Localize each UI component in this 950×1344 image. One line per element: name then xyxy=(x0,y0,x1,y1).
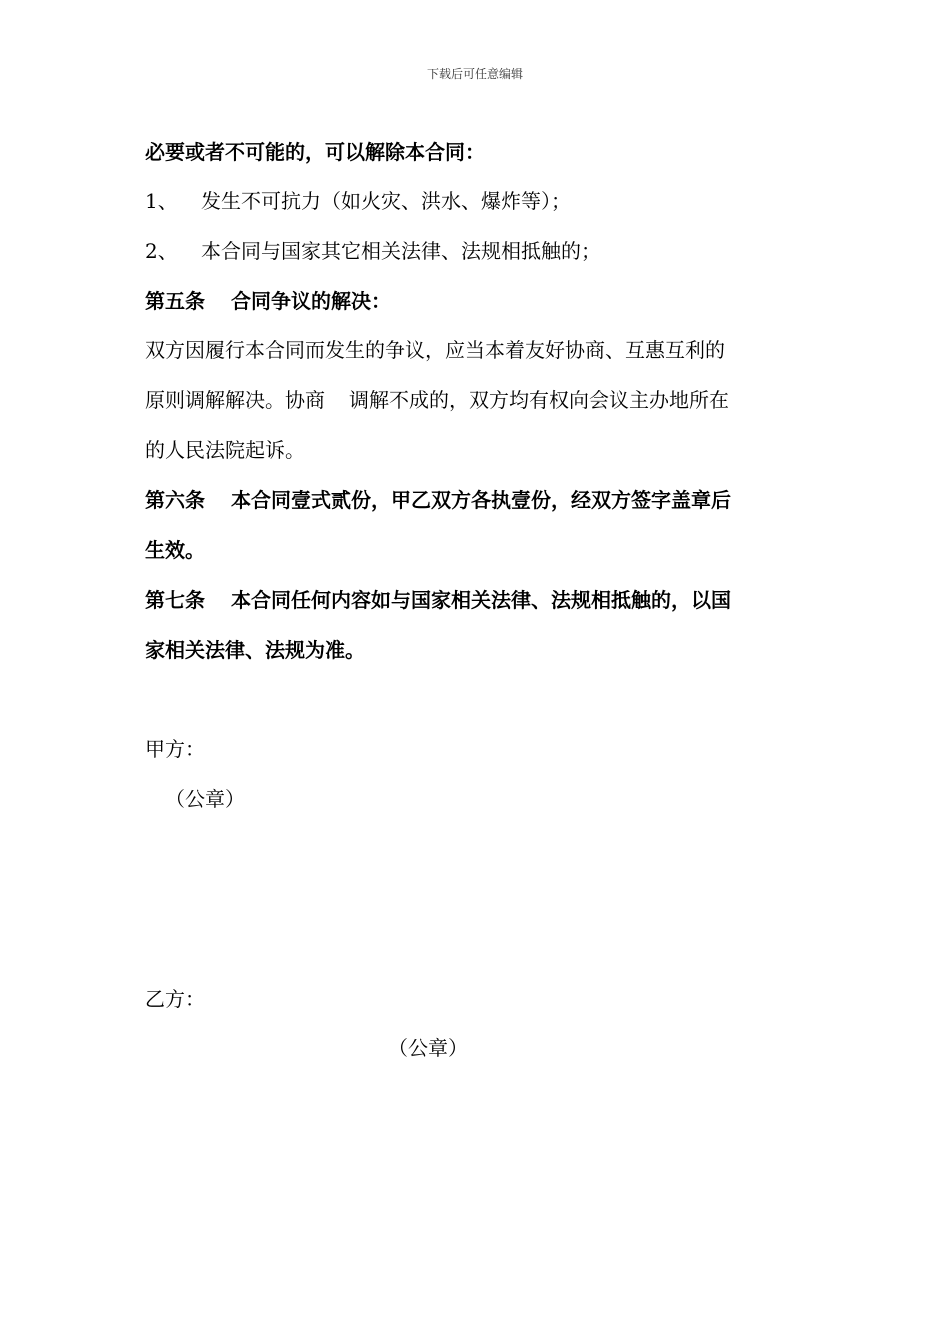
article-5-line-2 xyxy=(145,386,810,414)
article-5-subject: 合同争议的解决： xyxy=(231,289,391,313)
article-5-line-1: 双方因履行本合同而发生的争议，应当本着友好协商、互惠互利的 xyxy=(145,338,725,362)
article-5-line-3: 的人民法院起诉。 xyxy=(145,438,305,462)
intro-line: 必要或者不可能的，可以解除本合同： xyxy=(145,140,485,164)
article-5-line-2a: 原则调解解决。协商 xyxy=(145,388,325,412)
party-a-label: 甲方： xyxy=(145,737,205,761)
list-item-number: 2、 xyxy=(145,239,178,263)
list-item xyxy=(145,237,810,265)
article-5-heading xyxy=(145,287,810,315)
list-item-text: 发生不可抗力（如火灾、洪水、爆炸等）； xyxy=(201,189,571,213)
list-item-number: 1、 xyxy=(145,189,178,213)
article-5-title: 第五条 xyxy=(145,289,205,313)
party-a-seal: （公章） xyxy=(165,787,245,811)
article-6-text: 本合同壹式贰份，甲乙双方各执壹份，经双方签字盖章后 xyxy=(231,488,731,512)
header-note: 下载后可任意编辑 xyxy=(426,67,523,81)
article-6-line-1 xyxy=(145,486,810,514)
list-item xyxy=(145,187,810,215)
article-6-line-2: 生效。 xyxy=(145,538,205,562)
article-7-line-2: 家相关法律、法规为准。 xyxy=(145,638,365,662)
list-item-text: 本合同与国家其它相关法律、法规相抵触的； xyxy=(201,239,601,263)
article-7-title: 第七条 xyxy=(145,588,205,612)
article-6-title: 第六条 xyxy=(145,488,205,512)
party-b-label: 乙方： xyxy=(145,987,205,1011)
article-7-text: 本合同任何内容如与国家相关法律、法规相抵触的，以国 xyxy=(231,588,731,612)
party-b-seal: （公章） xyxy=(388,1036,468,1060)
article-7-line-1 xyxy=(145,586,810,614)
article-5-line-2b: 调解不成的，双方均有权向会议主办地所在 xyxy=(349,388,729,412)
